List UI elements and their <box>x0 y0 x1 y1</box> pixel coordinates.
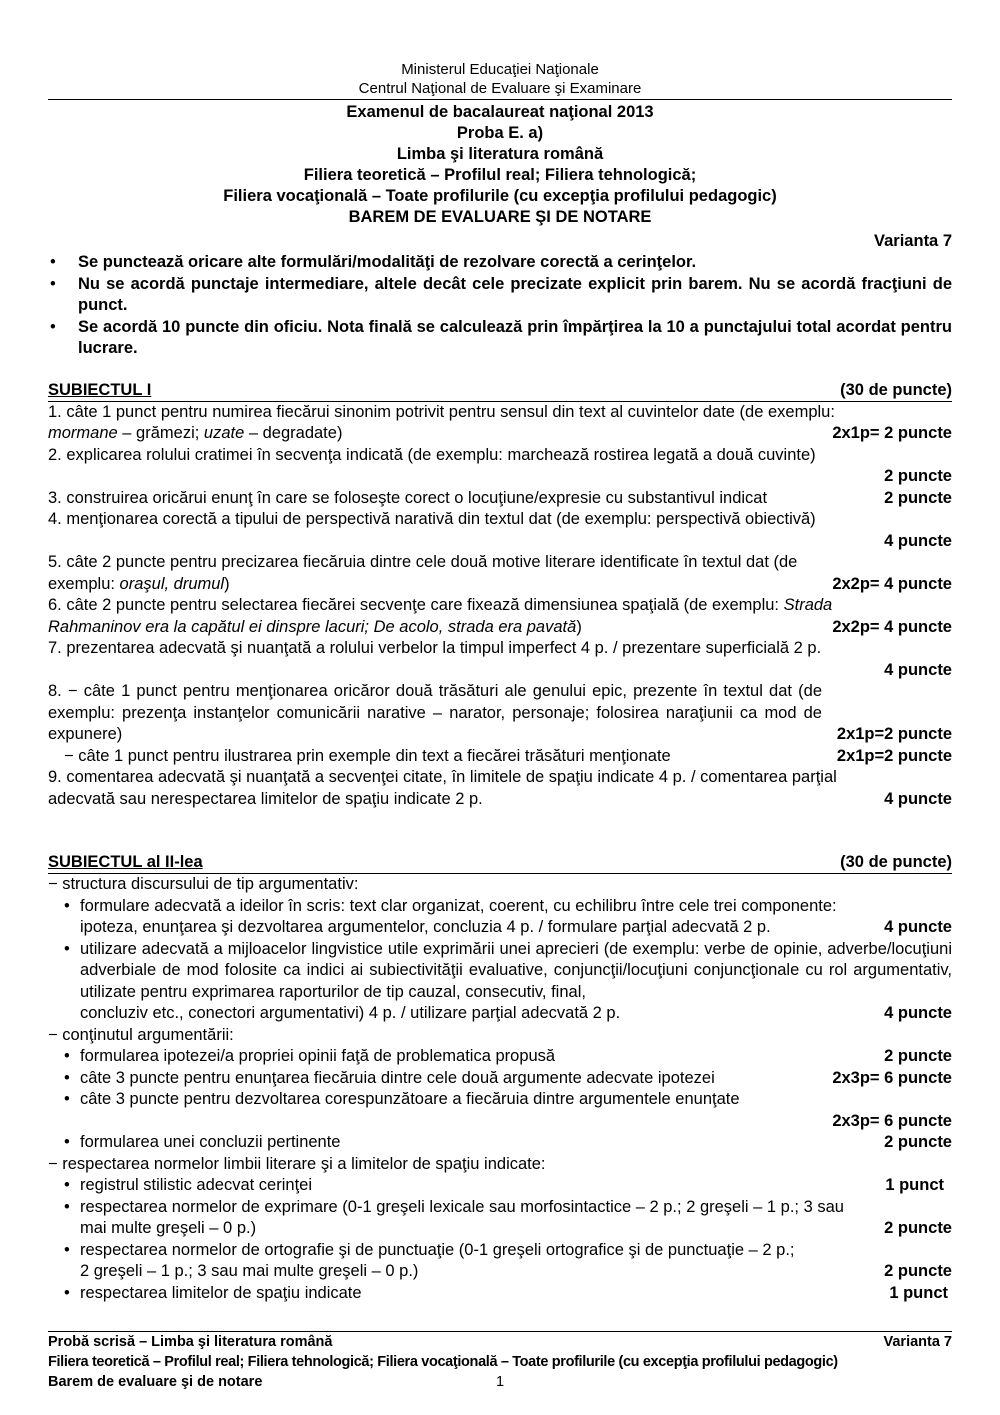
subject-2 <box>48 852 952 1304</box>
exam-titles <box>48 102 952 228</box>
criterion-score: 2 puncte <box>884 1219 952 1237</box>
criterion-item: • câte 3 puncte pentru enunţarea fiecăruia dintre cele două argumente adecvate ipotezei 2x3p= 6 puncte <box>48 1068 952 1090</box>
subject-2-header <box>48 852 952 874</box>
item-1: 1. câte 1 punct pentru numirea fiecărui sinonim potrivit pentru sensul din text al cuvintelor date (de exemplu: <box>48 402 835 421</box>
item-text: 3. construirea oricărui enunţ în care se foloseşte corect o locuţiune/expresie cu substantivul indicat <box>48 488 768 507</box>
rule-item: • Nu se acordă punctaje intermediare, altele decât cele precizate explicit prin barem. Nu se acordă fracţiuni de punct. <box>48 274 952 317</box>
criterion-text: câte 3 puncte pentru enunţarea fiecăruia dintre cele două argumente adecvate ipotezei <box>80 1068 715 1087</box>
footer-line-3 <box>48 1372 952 1392</box>
criterion-item: • registrul stilistic adecvat cerinţei 1 punct <box>48 1175 952 1197</box>
subject-1-header <box>48 380 952 402</box>
criterion-text: respectarea limitelor de spaţiu indicate <box>80 1283 362 1302</box>
item-score: 2 puncte <box>884 467 952 485</box>
item-4: 4. menţionarea corectă a tipului de perspectivă narativă din textul dat (de exemplu: perspectivă obiectivă) <box>48 510 816 528</box>
document-page <box>48 60 952 1304</box>
criterion-text: mai multe greşeli – 0 p.) <box>80 1219 257 1237</box>
criterion-item: • respectarea normelor de ortografie şi de punctuaţie (0-1 greşeli ortografice şi de punctuaţie – 2 p.; <box>64 1240 795 1259</box>
example-text: Rahmaninov era la capătul ei dinspre lacuri; De acolo, strada era pavată <box>48 617 577 636</box>
criterion-text: respectarea normelor de exprimare (0-1 greşeli lexicale sau morfosintactice – 2 p.; 2 greşeli – 1 p.; 3 sau <box>80 1197 844 1216</box>
criterion-item-cont <box>48 1003 952 1025</box>
item-9: 9. comentarea adecvată şi nuanţată a secvenţei citate, în limitele de spaţiu indicate 4 p. / comentarea parţial <box>48 768 837 786</box>
criterion-score: 2x3p= 6 puncte <box>832 1068 952 1087</box>
variant-label: Varianta 7 <box>874 232 952 250</box>
criterion-item: • respectarea limitelor de spaţiu indicate 1 punct <box>48 1283 952 1305</box>
criterion-group: − respectarea normelor limbii literare şi a limitelor de spaţiu indicate: <box>48 1154 546 1173</box>
criterion-text: 2 greşeli – 1 p.; 3 sau mai multe greşeli – 0 p.) <box>80 1262 419 1280</box>
item-score: 2x2p= 4 puncte <box>832 574 952 593</box>
criterion-score: 2x3p= 6 puncte <box>832 1111 952 1130</box>
item-score: 2 puncte <box>884 488 952 507</box>
item-text: − câte 1 punct pentru ilustrarea prin exemple din text a fiecărei trăsături menţionate <box>64 746 671 765</box>
footer-line-1 <box>48 1332 952 1352</box>
criterion-text: formularea unei concluzii pertinente <box>80 1133 341 1151</box>
criterion-text: respectarea normelor de ortografie şi de punctuaţie (0-1 greşeli ortografice şi de punctuaţie – 2 p.; <box>80 1240 795 1259</box>
item-score: 4 puncte <box>884 531 952 550</box>
exam-subject: Limba şi literatura română <box>396 145 604 163</box>
example-word: uzate <box>203 424 245 442</box>
exam-profile-2: Filiera vocaţională – Toate profilurile (cu excepţia profilului pedagogic) <box>223 187 777 205</box>
item-8b <box>48 746 952 768</box>
criterion-group: − structura discursului de tip argumentativ: <box>48 875 359 893</box>
criterion-text: câte 3 puncte pentru dezvoltarea corespunzătoare a fiecăruia dintre argumentele enunţate <box>80 1090 740 1108</box>
barem-title: BAREM DE EVALUARE ŞI DE NOTARE <box>348 208 652 226</box>
criterion-item: • câte 3 puncte pentru dezvoltarea corespunzătoare a fiecăruia dintre argumentele enunţate <box>64 1090 740 1108</box>
exam-title: Examenul de bacalaureat naţional 2013 <box>346 103 654 121</box>
criterion-score: 1 punct <box>885 1176 944 1194</box>
criterion-item: • formularea unei concluzii pertinente 2 puncte <box>48 1132 952 1154</box>
footer-barem: Barem de evaluare şi de notare <box>48 1374 263 1390</box>
page-footer <box>48 1331 952 1392</box>
ministry-header <box>48 60 952 98</box>
subject-1 <box>48 380 952 811</box>
criterion-score: 2 puncte <box>884 1133 952 1151</box>
subject-2-points: (30 de puncte) <box>840 853 952 871</box>
center-name: Centrul Naţional de Evaluare şi Examinare <box>358 80 642 97</box>
item-score: 2x2p= 4 puncte <box>832 617 952 636</box>
item-6 <box>48 595 952 617</box>
item-8: 8. − câte 1 punct pentru menţionarea oricăror două trăsături ale genului epic, prezente în textul dat (de exemplu: prezenţa instanţelor comunicării narative – narator, personaje; folosirea naraţiunii ca mod de expunere) <box>48 682 822 743</box>
example-words: oraşul, drumul <box>119 574 225 593</box>
footer-variant: Varianta 7 <box>883 1334 952 1350</box>
page-number: 1 <box>495 1374 505 1390</box>
criterion-score: 4 puncte <box>884 1004 952 1022</box>
item-5: 5. câte 2 puncte pentru precizarea fiecăruia dintre cele două motive literare identificate în textul dat (de <box>48 553 798 571</box>
item-score: 2x1p=2 puncte <box>836 746 952 765</box>
item-text: ) <box>224 574 230 593</box>
item-text: 6. câte 2 puncte pentru selectarea fiecărei secvenţe care fixează dimensiunea spaţială (de exemplu: <box>48 596 784 614</box>
exam-profile-1: Filiera teoretică – Profilul real; Filiera tehnologică; <box>303 166 697 184</box>
criterion-item: • utilizare adecvată a mijloacelor lingvistice utile exprimării unei aprecieri (de exemplu: verbe de opinie, adverbe/locuţiuni adverbiale de mod folosite ca indici ai subiectivităţii evaluative, conjuncţii/locuţiuni conjuncţionale cu rol argumentativ, utilizate pentru exprimarea raporturilor de tip cauzal, consecutiv, final, <box>64 939 952 1001</box>
rule-item: • Se punctează oricare alte formulări/modalităţi de rezolvare corectă a cerinţelor. <box>48 252 952 274</box>
criterion-item-cont <box>48 1261 952 1283</box>
criterion-score: 1 punct <box>889 1283 948 1302</box>
example-text: – degradate) <box>244 424 343 442</box>
criterion-text: utilizare adecvată a mijloacelor lingvistice utile exprimării unei aprecieri (de exemplu: verbe de opinie, adverbe/locuţiuni adverbiale de mod folosite ca indici ai subiectivităţii evaluative, conjuncţii/locuţiuni conjuncţionale cu rol argumentativ, utilizate pentru exprimarea raporturilor de tip cauzal, consecutiv, final, <box>80 939 952 1001</box>
item-text: ) <box>576 617 582 636</box>
item-score: 4 puncte <box>884 789 952 808</box>
example-text: Strada <box>783 596 833 614</box>
item-score: 4 puncte <box>884 660 952 679</box>
criterion-text: formulare adecvată a ideilor în scris: text clar organizat, coerent, cu echilibru între cele trei componente: <box>80 896 837 915</box>
item-score: 2x1p= 2 puncte <box>832 424 952 442</box>
criterion-score: 2 puncte <box>884 1047 952 1065</box>
item-3 <box>48 488 952 510</box>
example-word: mormane <box>48 424 118 442</box>
criterion-item: • respectarea normelor de exprimare (0-1 greşeli lexicale sau morfosintactice – 2 p.; 2 greşeli – 1 p.; 3 sau <box>64 1197 844 1216</box>
criterion-item: • formularea ipotezei/a propriei opinii faţă de problematica propusă 2 puncte <box>48 1046 952 1068</box>
item-7: 7. prezentarea adecvată şi nuanţată a rolului verbelor la timpul imperfect 4 p. / prezentare superficială 2 p. <box>48 639 822 657</box>
criterion-score: 4 puncte <box>884 918 952 936</box>
criterion-item-cont <box>48 917 952 939</box>
item-1-cont <box>48 423 952 445</box>
criterion-text: formularea ipotezei/a propriei opinii faţă de problematica propusă <box>80 1047 556 1065</box>
footer-line-2: Filiera teoretică – Profilul real; Filiera tehnologică; Filiera vocaţională – Toate profilurile (cu excepţia profilului pedagogic) <box>48 1354 838 1370</box>
subject-1-points: (30 de puncte) <box>840 380 952 399</box>
subject-1-title: SUBIECTUL I <box>48 380 152 399</box>
criterion-score: 2 puncte <box>884 1262 952 1280</box>
item-2: 2. explicarea rolului cratimei în secvenţa indicată (de exemplu: marchează rostirea legată a două cuvinte) <box>48 445 816 464</box>
criterion-text: concluziv etc., conectori argumentativi) 4 p. / utilizare parţial adecvată 2 p. <box>80 1004 621 1022</box>
item-6-cont <box>48 617 952 639</box>
criterion-group: − conţinutul argumentării: <box>48 1025 234 1044</box>
header-divider <box>48 99 952 100</box>
rule-item: • Se acordă 10 puncte din oficiu. Nota finală se calculează prin împărţirea la 10 a punctajului total acordat pentru lucrare. <box>48 317 952 360</box>
criterion-item: • formulare adecvată a ideilor în scris: text clar organizat, coerent, cu echilibru între cele trei componente: <box>64 896 837 915</box>
item-text: exemplu: <box>48 574 120 593</box>
item-score: 2x1p=2 puncte <box>836 725 952 743</box>
ministry-name: Ministerul Educaţiei Naţionale <box>401 61 599 78</box>
exam-test: Proba E. a) <box>456 124 544 142</box>
item-5-cont <box>48 574 952 596</box>
footer-exam: Probă scrisă – Limba şi literatura română <box>48 1334 333 1350</box>
item-text: adecvată sau nerespectarea limitelor de spaţiu indicate 2 p. <box>48 789 483 808</box>
item-9-cont <box>48 789 952 811</box>
general-rules <box>48 252 952 360</box>
criterion-text: ipoteza, enunţarea şi dezvoltarea argumentelor, concluzia 4 p. / formulare parţial adecvată 2 p. <box>80 918 771 936</box>
criterion-item-cont <box>48 1218 952 1240</box>
criterion-text: registrul stilistic adecvat cerinţei <box>80 1176 312 1194</box>
example-text: – grămezi; <box>117 424 204 442</box>
subject-2-title: SUBIECTUL al II-lea <box>48 853 203 871</box>
